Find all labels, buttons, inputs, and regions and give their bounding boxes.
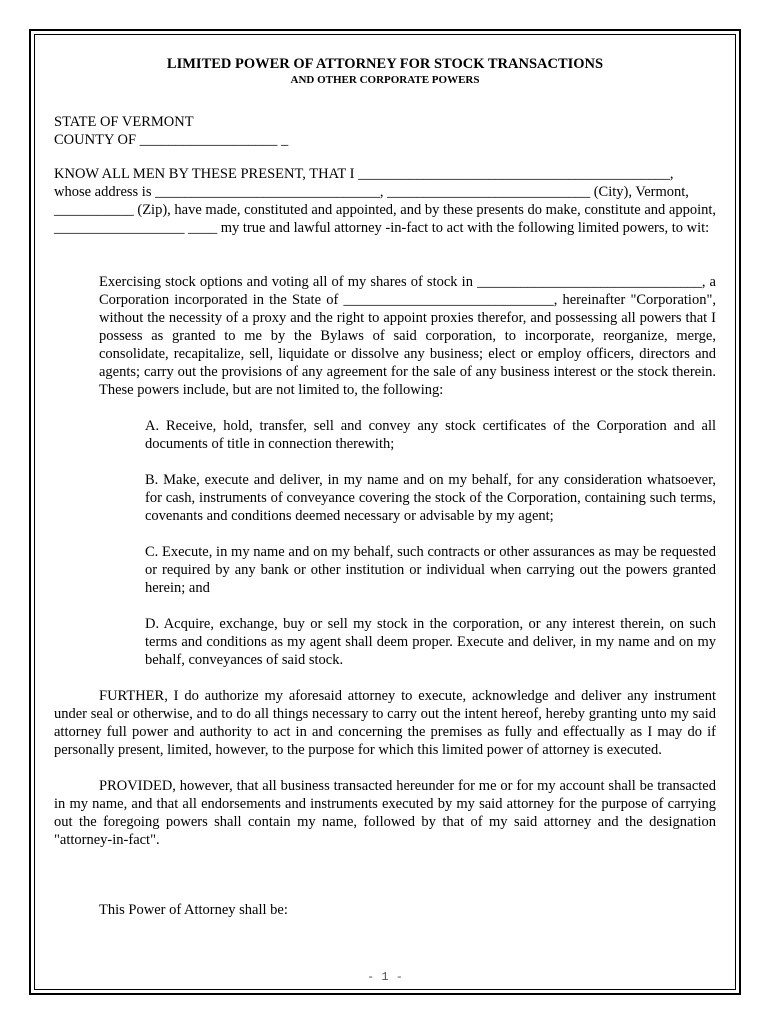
know-all-line-1: KNOW ALL MEN BY THESE PRESENT, THAT I ___________________________________________,	[54, 166, 674, 182]
state-line: STATE OF VERMONT	[54, 114, 194, 130]
power-item-a: A. Receive, hold, transfer, sell and convey any stock certificates of the Corporation and all documents of title in connection therewith;	[145, 418, 716, 452]
this-poa-line: This Power of Attorney shall be:	[99, 902, 288, 918]
document-title: LIMITED POWER OF ATTORNEY FOR STOCK TRANSACTIONS	[166, 56, 604, 72]
exercising-paragraph: Exercising stock options and voting all of my shares of stock in _______________________________, a Corporation incorporated in the State of _____________________________, hereinafter "Corporation", without the necessity of a proxy and the right to appoint proxies therefor, and possessing all powers that I possess as granted to me by the Bylaws of said corporation, to incorporate, reorganize, merge, consolidate, recapitalize, sell, liquidate or dissolve any business; elect or employ officers, directors and agents; carry out the provisions of any agreement for the sale of any business interest or the stock therein. These powers include, but are not limited to, the following:	[99, 274, 716, 398]
county-line: COUNTY OF ___________________ _	[54, 132, 289, 148]
know-all-line-2: whose address is _______________________________, ____________________________ (City), Vermont,	[54, 184, 689, 200]
power-item-b: B. Make, execute and deliver, in my name and on my behalf, for any consideration whatsoever, for cash, instruments of conveyance covering the stock of the Corporation, containing such terms, covenants and conditions deemed necessary or advisable by my agent;	[145, 472, 716, 524]
document-body	[54, 56, 716, 919]
power-item-c: C. Execute, in my name and on my behalf, such contracts or other assurances as may be requested or required by any bank or other institution or individual when carrying out the powers granted herein; and	[145, 544, 716, 596]
page-number: - 1 -	[366, 970, 403, 984]
further-paragraph: FURTHER, I do authorize my aforesaid attorney to execute, acknowledge and deliver any instrument under seal or otherwise, and to do all things necessary to carry out the intent hereof, hereby granting unto my said attorney full power and authority to act in and concerning the premises as fully and effectually as I may do if personally present, limited, however, to the purpose for which this limited power of attorney is executed.	[54, 688, 716, 758]
power-item-d: D. Acquire, exchange, buy or sell my stock in the corporation, or any interest therein, on such terms and conditions as my agent shall deem proper. Execute and deliver, in my name and on my behalf, conveyances of said stock.	[145, 616, 716, 668]
document-subtitle: AND OTHER CORPORATE POWERS	[290, 74, 480, 86]
know-all-paragraph: ___________ (Zip), have made, constituted and appointed, and by these presents do make, constitute and appoint, __________________ ____ my true and lawful attorney -in-fact to act with the following limited powers, to wit:	[54, 202, 717, 236]
provided-paragraph: PROVIDED, however, that all business transacted hereunder for me or for my account shall be transacted in my name, and that all endorsements and instruments executed by my said attorney for the purpose of carrying out the foregoing powers shall contain my name, followed by that of my said attorney and the designation "attorney-in-fact".	[54, 778, 716, 848]
